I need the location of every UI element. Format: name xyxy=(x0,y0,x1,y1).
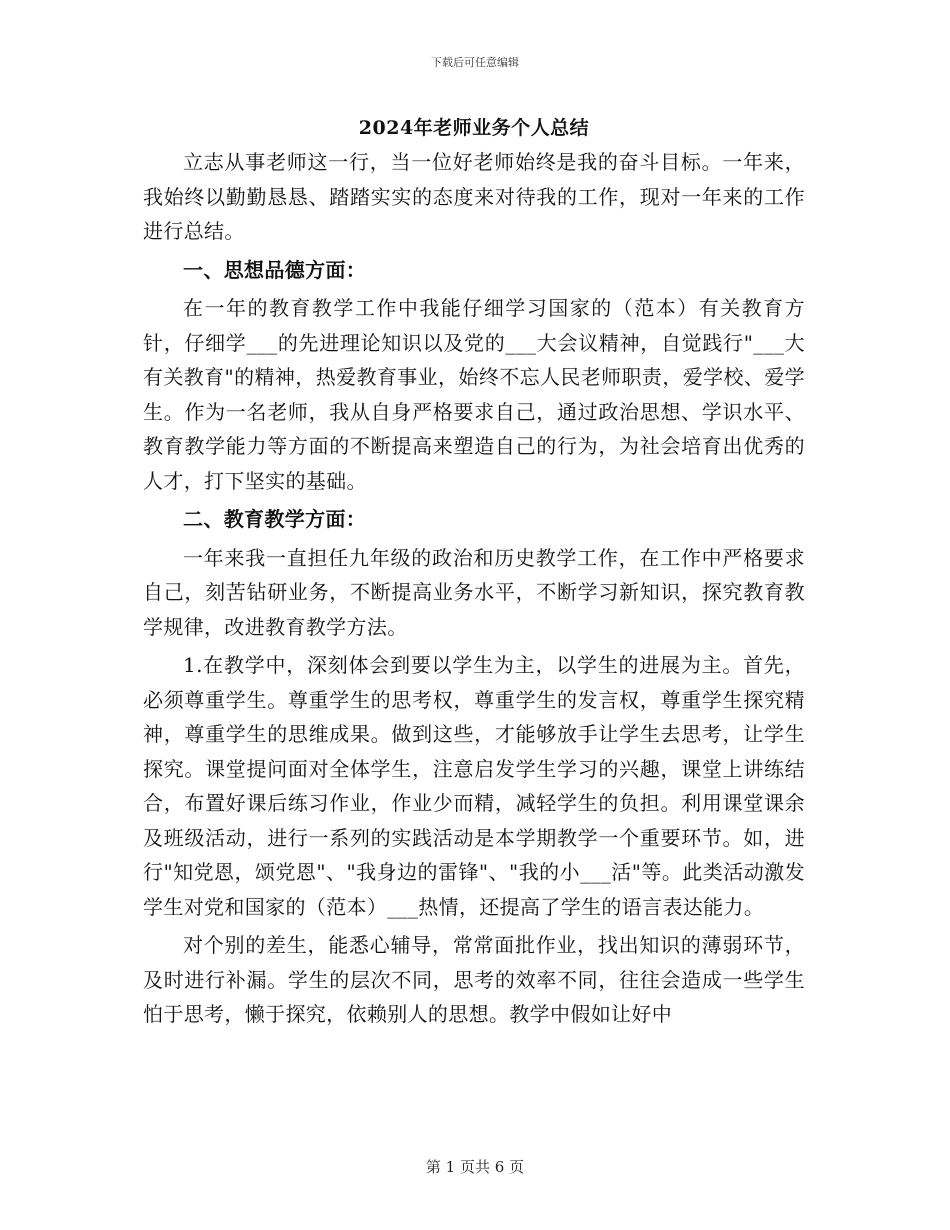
morality-paragraph: 在一年的教育教学工作中我能仔细学习国家的（范本）有关教育方针，仔细学___的先进理论知识以及党的___大会议精神，自觉践行"___大有关教育"的精神，热爱教育事业，始终不忘人民老师职责，爱学校、爱学生。作为一名老师，我从自身严格要求自己，通过政治思想、学识水平、教育教学能力等方面的不断提高来塑造自己的行为，为社会培育出优秀的人才，打下坚实的基础。 xyxy=(143,296,805,493)
document-title: 2024年老师业务个人总结 xyxy=(358,117,590,139)
section-heading-morality: 一、思想品德方面： xyxy=(183,257,367,282)
teaching-paragraph: 一年来我一直担任九年级的政治和历史教学工作，在工作中严格要求自己，刻苦钻研业务，不断提高业务水平，不断学习新知识，探究教育教学规律，改进教育教学方法。 xyxy=(143,545,805,639)
header-note: 下载后可任意编辑 xyxy=(431,56,519,69)
document-body xyxy=(143,111,805,1032)
page-number: 第 1 页共 6 页 xyxy=(425,1158,525,1176)
teaching-point-1-paragraph: 1.在教学中，深刻体会到要以学生为主，以学生的进展为主。首先，必须尊重学生。尊重学生的思考权，尊重学生的发言权，尊重学生探究精神，尊重学生的思维成果。做到这些，才能够放手让学生去思考，让学生探究。课堂提问面对全体学生，注意启发学生学习的兴趣，课堂上讲练结合，布置好课后练习作业，作业少而精，减轻学生的负担。利用课堂课余及班级活动，进行一系列的实践活动是本学期教学一个重要环节。如，进行"知党恩，颂党恩"、"我身边的雷锋"、"我的小___活"等。此类活动激发学生对党和国家的（范本）___热情，还提高了学生的语言表达能力。 xyxy=(143,653,805,919)
section-heading-teaching: 二、教育教学方面： xyxy=(183,507,367,531)
intro-paragraph: 立志从事老师这一行，当一位好老师始终是我的奋斗目标。一年来，我始终以勤勤恳恳、踏踏实实的态度来对待我的工作，现对一年来的工作进行总结。 xyxy=(143,150,805,243)
weak-students-paragraph: 对个别的差生，能悉心辅导，常常面批作业，找出知识的薄弱环节，及时进行补漏。学生的层次不同，思考的效率不同，往往会造成一些学生怕于思考，懒于探究，依赖别人的思想。教学中假如让好中 xyxy=(143,933,805,1026)
